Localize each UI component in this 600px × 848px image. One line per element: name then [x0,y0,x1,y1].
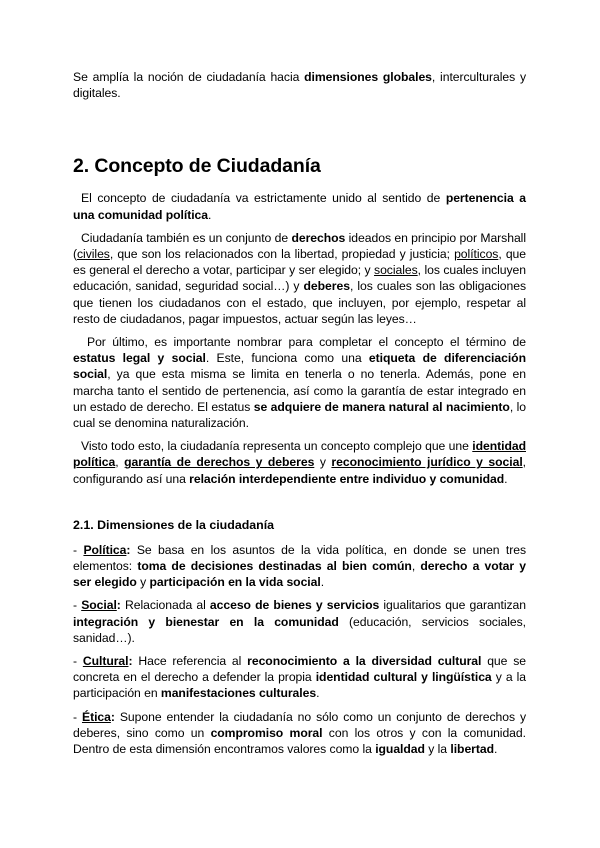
bold-underlined-run: reconocimiento jurídico y social [331,455,523,470]
text-run: . [316,686,320,701]
document-body [73,69,526,757]
bold-run: manifestaciones culturales [160,686,317,701]
bold-run: relación interdependiente entre individuo y comunidad [189,471,505,486]
bold-run: acceso de bienes y servicios [209,598,380,613]
text-run: . [504,471,508,486]
paragraph-conclusion [73,438,526,487]
section-heading: 2. Concepto de Ciudadanía [73,155,321,178]
underlined-run: sociales [374,263,418,278]
text-run: , lo cual se denomina naturalización. [73,399,527,431]
text-run: , [411,559,421,574]
list-dash: - [73,598,82,613]
dimension-label: Ética [81,709,111,724]
text-run: , ya que esta misma se limita en tenerla o no tenerla. Además, pone en marcha tanto el sentido de pertenencia, así como la garantía de estar integrado en un estado de derecho. El estatus [73,367,526,414]
text-run: Supone entender la ciudadanía no sólo como un conjunto de derechos y deberes, sino como un [73,709,526,740]
bold-run: libertad [450,742,494,757]
text-run: Ciudadanía también es un conjunto de [81,230,292,245]
bold-run: se adquiere de manera natural al nacimiento [253,399,510,414]
text-run: Hace referencia al [132,654,248,669]
text-run: , [115,455,125,470]
text-run: , configurando así una [73,455,526,486]
label-colon: : [126,542,131,557]
label-colon: : [116,598,121,613]
text-run: . [208,207,212,222]
text-run: igualitarios que garantizan [379,598,526,613]
bold-run: integración y bienestar en la comunidad [73,614,339,629]
underlined-run: civiles [77,247,110,262]
label-colon: : [110,709,115,724]
text-run: , que son los relacionados con la libertad, propiedad y justicia; [109,247,455,262]
text-run: y [136,575,150,590]
text-run: y la [424,742,451,757]
underlined-run: políticos [454,247,499,262]
bold-run: deberes [303,279,350,294]
paragraph-pertenencia [73,190,526,222]
dimension-etica [73,709,526,758]
text-run: y [314,455,332,470]
intro-text-end: , interculturales y digitales. [73,70,527,101]
text-run: , los cuales incluyen educación, sanidad, seguridad social…) y [73,263,527,294]
text-run: ideados en principio por Marshall ( [73,230,526,262]
list-dash: - [73,709,82,724]
bold-run: compromiso moral [210,725,323,740]
bold-run: estatus legal y social [73,351,206,366]
text-run: . [320,575,325,590]
bold-run: derecho a votar y ser elegido [73,559,526,590]
bold-run: igualdad [375,742,425,757]
dimension-social [73,597,526,646]
bold-run: pertenencia a una comunidad política [73,191,526,222]
text-run: , los cuales son las obligaciones que tienen los ciudadanos con el estado, que incluyen, por ejemplo, respetar al resto de ciudadanos, pagar impuestos, actuar según las leyes… [73,279,526,326]
intro-text: Se amplía la noción de ciudadanía hacia [73,70,305,84]
bold-underlined-run: garantía de derechos y deberes [124,455,315,470]
dimension-politica [73,542,526,591]
text-run: Por último, es importante nombrar para completar el concepto el término de [87,335,526,350]
label-colon: : [128,654,133,669]
dimension-cultural [73,653,526,702]
text-run: Relacionada al [120,598,210,613]
text-run: El concepto de ciudadanía va estrictamente unido al sentido de [81,191,446,206]
bold-run: participación en la vida social [149,575,321,590]
bold-underlined-run: identidad política [73,439,526,470]
text-run: , que es general el derecho a votar, participar y ser elegido; y [73,247,526,278]
dimension-label: Cultural [82,654,129,669]
bold-run: reconocimiento a la diversidad cultural [247,654,482,669]
text-run: y a la participación en [73,670,526,701]
text-run: . [494,742,498,757]
text-run: (educación, servicios sociales, sanidad…). [73,614,526,645]
intro-paragraph [73,69,526,101]
paragraph-derechos [73,230,526,327]
bold-run: derechos [291,230,346,245]
text-run: Se basa en los asuntos de la vida política, en donde se unen tres elementos: [73,542,526,574]
list-dash: - [73,542,84,557]
dimension-label: Política [83,542,127,557]
subsection-heading: 2.1. Dimensiones de la ciudadanía [73,517,275,532]
paragraph-estatus [73,334,526,431]
text-run: . Este, funciona como una [205,351,369,366]
dimension-label: Social [81,598,117,613]
intro-bold: dimensiones globales [304,70,432,84]
list-dash: - [73,654,83,669]
bold-run: toma de decisiones destinadas al bien común [137,559,412,574]
bold-run: identidad cultural y lingüística [315,670,492,685]
bold-run: etiqueta de diferenciación social [73,351,526,382]
text-run: Visto todo esto, la ciudadanía representa un concepto complejo que une [81,439,473,454]
text-run: con los otros y con la comunidad. Dentro de esta dimensión encontramos valores como la [73,725,526,757]
text-run: que se concreta en el derecho a defender la propia [73,654,526,685]
